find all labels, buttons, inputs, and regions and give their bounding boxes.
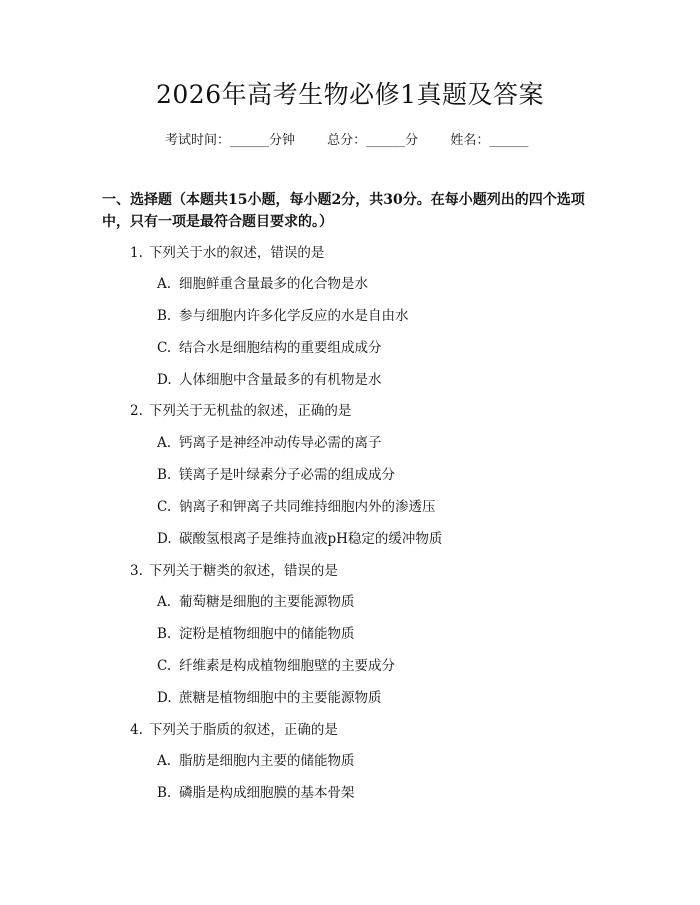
question-1-option-b — [157, 306, 409, 326]
question-stem: 下列关于无机盐的叙述，正确的是 — [148, 403, 352, 419]
question-number: 4. — [130, 722, 143, 738]
option-label: C. — [157, 499, 172, 515]
option-text: 葡萄糖是细胞的主要能源物质 — [179, 594, 355, 610]
question-number: 1. — [130, 245, 143, 261]
option-label: B. — [157, 308, 172, 324]
option-text: 碳酸氢根离子是维持血液pH稳定的缓冲物质 — [179, 531, 443, 547]
option-text: 钙离子是神经冲动传导必需的离子 — [179, 435, 382, 451]
question-1-option-d — [157, 370, 382, 390]
question-number: 3. — [130, 563, 143, 579]
question-2 — [130, 401, 351, 421]
option-text: 结合水是细胞结构的重要组成成分 — [179, 340, 382, 356]
page-title: 2026年高考生物必修1真题及答案 — [155, 80, 545, 109]
option-text: 细胞鲜重含量最多的化合物是水 — [179, 276, 368, 292]
option-text: 镁离子是叶绿素分子必需的组成成分 — [179, 467, 395, 483]
question-4-option-b — [157, 783, 355, 803]
question-3-option-d — [157, 688, 382, 708]
option-text: 淀粉是植物细胞中的储能物质 — [179, 626, 355, 642]
option-text: 蔗糖是植物细胞中的主要能源物质 — [179, 690, 382, 706]
student-name-field: 姓名：______ — [450, 133, 529, 148]
option-label: A. — [157, 594, 172, 610]
section-heading: 一、选择题（本题共15小题，每小题2分，共30分。在每小题列出的四个选项中，只有一项是最符合题目要求的。） — [102, 192, 585, 230]
question-number: 2. — [130, 403, 143, 419]
question-3-option-b — [157, 624, 355, 644]
question-stem: 下列关于水的叙述，错误的是 — [148, 245, 325, 261]
option-label: B. — [157, 626, 172, 642]
option-text: 纤维素是构成植物细胞壁的主要成分 — [179, 658, 395, 674]
option-text: 人体细胞中含量最多的有机物是水 — [179, 372, 382, 388]
option-text: 钠离子和钾离子共同维持细胞内外的渗透压 — [179, 499, 436, 515]
option-label: C. — [157, 658, 172, 674]
question-1-option-c — [157, 338, 382, 358]
option-text: 参与细胞内许多化学反应的水是自由水 — [179, 308, 409, 324]
option-text: 脂肪是细胞内主要的储能物质 — [179, 753, 355, 769]
question-2-option-a — [157, 433, 382, 453]
question-4-option-a — [157, 751, 355, 771]
question-2-option-d — [157, 529, 442, 549]
option-label: B. — [157, 785, 172, 801]
option-label: D. — [157, 531, 172, 547]
exam-time-field: 考试时间：______分钟 — [165, 133, 296, 148]
total-score-field: 总分：______分 — [327, 133, 419, 148]
option-label: B. — [157, 467, 172, 483]
question-stem: 下列关于脂质的叙述，正确的是 — [148, 722, 338, 738]
option-label: D. — [157, 690, 172, 706]
option-text: 磷脂是构成细胞膜的基本骨架 — [179, 785, 355, 801]
question-2-option-c — [157, 497, 436, 517]
option-label: C. — [157, 340, 172, 356]
question-1-option-a — [157, 274, 368, 294]
question-stem: 下列关于糖类的叙述，错误的是 — [148, 563, 338, 579]
option-label: A. — [157, 753, 172, 769]
question-3 — [130, 561, 338, 581]
question-3-option-a — [157, 592, 355, 612]
question-4 — [130, 720, 338, 740]
question-1 — [130, 243, 324, 263]
question-2-option-b — [157, 465, 395, 485]
option-label: D. — [157, 372, 172, 388]
exam-info-line — [165, 131, 528, 151]
option-label: A. — [157, 276, 172, 292]
question-3-option-c — [157, 656, 395, 676]
option-label: A. — [157, 435, 172, 451]
